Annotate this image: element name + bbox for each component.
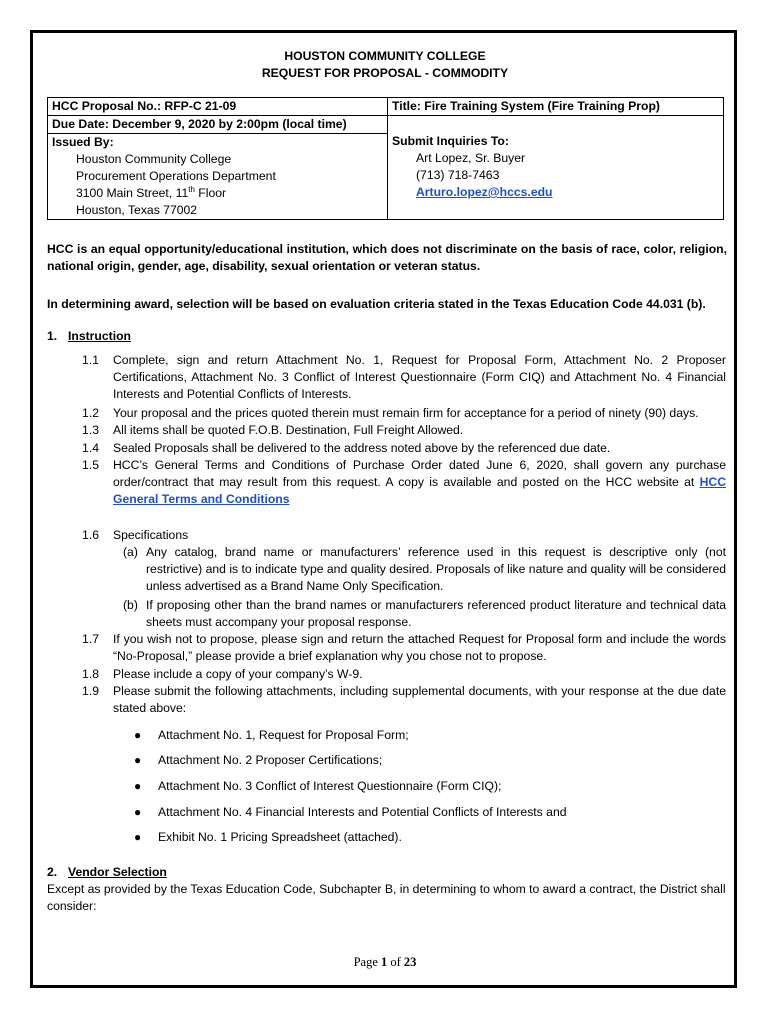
item-number: 1.9 [82, 684, 99, 698]
issuer-department: Procurement Operations Department [76, 169, 276, 183]
item-number: 1.7 [82, 632, 99, 646]
item-number: 1.2 [82, 406, 99, 420]
item-text: HCC’s General Terms and Conditions of Purchase Order dated June 6, 2020, shall govern any purchase order/contract that may result from this request. A copy is available and posted on the HCC website at HCC General Terms and Conditions [113, 458, 726, 506]
buyer-email-link[interactable]: Arturo.lopez@hccs.edu [416, 185, 553, 199]
item-text: If you wish not to propose, please sign and return the attached Request for Proposal form and include the words “No-Proposal,” please provide a brief explanation why you chose not to propose. [113, 632, 726, 663]
bullet-icon: ● [134, 728, 142, 742]
award-statement: In determining award, selection will be based on evaluation criteria stated in the Texas Education Code 44.031 (b). [47, 297, 706, 311]
item-text: Your proposal and the prices quoted therein must remain firm for acceptance for a period of ninety (90) days. [113, 406, 699, 420]
attachment-item: Attachment No. 2 Proposer Certifications; [158, 753, 383, 767]
section2-number: 2. [47, 865, 58, 879]
college-name: HOUSTON COMMUNITY COLLEGE [284, 49, 486, 63]
section2-heading: Vendor Selection [68, 865, 167, 879]
rfp-type-title: REQUEST FOR PROPOSAL - COMMODITY [261, 66, 509, 80]
item-number: 1.8 [82, 667, 99, 681]
issued-by-label: Issued By: [52, 135, 114, 149]
item-text: Sealed Proposals shall be delivered to the address noted above by the referenced due date. [113, 441, 611, 455]
item-number: 1.3 [82, 423, 99, 437]
attachment-item: Exhibit No. 1 Pricing Spreadsheet (attached). [158, 830, 402, 844]
item-text: Complete, sign and return Attachment No. 1, Request for Proposal Form, Attachment No. 2 Proposer Certifications, Attachment No. 3 Conflict of Interest Questionnaire (Form CIQ) and Attachment No. 4 Financial Interests and Potential Conflicts of Interests. [113, 353, 726, 401]
sub-item-text: If proposing other than the brand names or manufacturers referenced product literature and technical data sheets must accompany your proposal response. [146, 598, 726, 629]
attachment-item: Attachment No. 1, Request for Proposal Form; [158, 728, 409, 742]
due-date: Due Date: December 9, 2020 by 2:00pm (local time) [48, 116, 388, 134]
sub-item-label: (a) [123, 545, 138, 559]
proposal-info-table [47, 97, 724, 220]
proposal-title: Title: Fire Training System (Fire Training Prop) [388, 98, 724, 116]
proposal-number: HCC Proposal No.: RFP-C 21-09 [48, 98, 388, 116]
bullet-icon: ● [134, 830, 142, 844]
inquiries-cell [388, 116, 724, 220]
issued-by-cell [48, 134, 388, 220]
item-text: Please include a copy of your company’s W-9. [113, 667, 363, 681]
section1-heading: Instruction [68, 329, 131, 343]
issuer-street: 3100 Main Street, 11th Floor [76, 184, 227, 200]
item-number: 1.6 [82, 528, 99, 542]
attachment-item: Attachment No. 3 Conflict of Interest Questionnaire (Form CIQ); [158, 779, 502, 793]
inquiries-label: Submit Inquiries To: [392, 134, 509, 148]
sub-item-text: Any catalog, brand name or manufacturers’ reference used in this request is descriptive only (not restrictive) and is to indicate type and quality desired. Proposals of like nature and quality will be considered unless advertised as a Brand Name Only Specification. [146, 545, 726, 593]
issuer-college: Houston Community College [76, 152, 232, 166]
item-number: 1.5 [82, 458, 99, 472]
sub-item-label: (b) [123, 598, 138, 612]
item-number: 1.4 [82, 441, 99, 455]
general-terms-link[interactable]: HCC General Terms and Conditions [113, 475, 726, 506]
item-number: 1.1 [82, 353, 99, 367]
item-text: All items shall be quoted F.O.B. Destination, Full Freight Allowed. [113, 423, 464, 437]
item-text: Specifications [113, 528, 189, 542]
section1-number: 1. [47, 329, 58, 343]
item-text: Please submit the following attachments, including supplemental documents, with your response at the due date stated above: [113, 684, 726, 715]
eeo-statement: HCC is an equal opportunity/educational institution, which does not discriminate on the basis of race, color, religion, national origin, gender, age, disability, sexual orientation or veteran status. [47, 242, 727, 273]
bullet-icon: ● [134, 779, 142, 793]
issuer-city: Houston, Texas 77002 [76, 203, 198, 217]
bullet-icon: ● [134, 753, 142, 767]
attachment-item: Attachment No. 4 Financial Interests and Potential Conflicts of Interests and [158, 805, 567, 819]
page-number: Page 1 of 23 [353, 955, 417, 969]
bullet-icon: ● [134, 805, 142, 819]
buyer-phone: (713) 718-7463 [416, 168, 500, 182]
section2-text: Except as provided by the Texas Education Code, Subchapter B, in determining to whom to award a contract, the District shall consider: [47, 882, 726, 913]
buyer-name: Art Lopez, Sr. Buyer [416, 151, 526, 165]
